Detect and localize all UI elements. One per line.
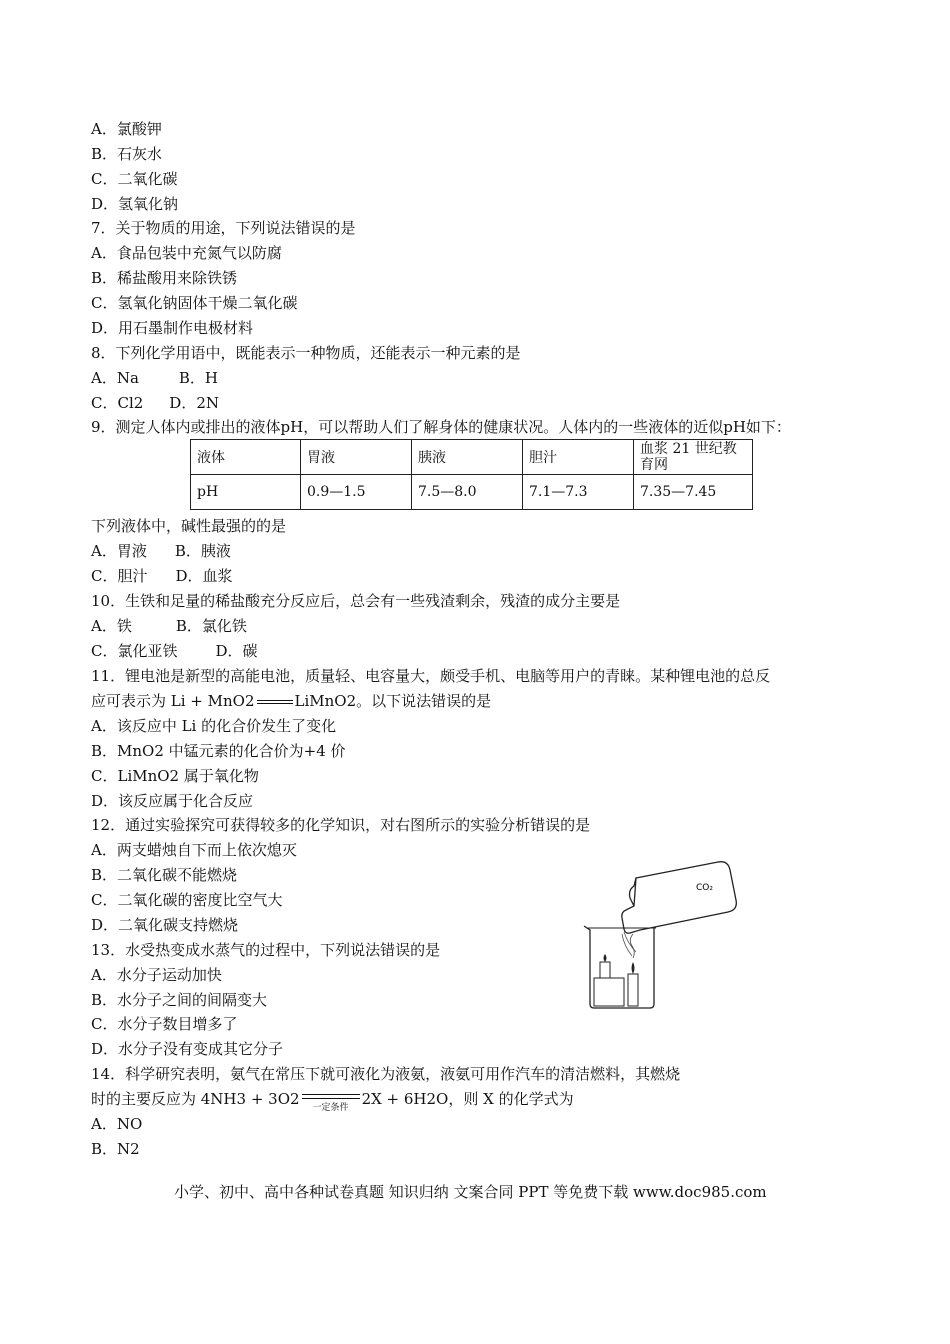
footer: 小学、初中、高中各种试卷真题 知识归纳 文案合同 PPT 等免费下载 www.doc985.com — [174, 1183, 767, 1201]
q11-stem-line1: 11．锂电池是新型的高能电池，质量轻、电容量大，颇受手机、电脑等用户的青睐。某种锂电池的总反 — [91, 667, 771, 685]
table-row — [191, 440, 753, 475]
q10-options-row1 — [91, 616, 247, 636]
q10-option-d: D．碳 — [215, 642, 258, 660]
q13-option-c: C．水分子数目增多了 — [91, 1015, 238, 1033]
q12-option-d: D．二氧化碳支持燃烧 — [91, 916, 239, 934]
table-cell: 0.9—1.5 — [301, 475, 412, 510]
candle-lower-icon — [600, 954, 610, 978]
q9-option-d: D．血浆 — [175, 567, 233, 585]
reaction-condition-sign — [302, 1090, 360, 1113]
table-cell: pH — [191, 475, 301, 510]
q13-option-d: D．水分子没有变成其它分子 — [91, 1040, 284, 1058]
q13-option-a: A．水分子运动加快 — [91, 966, 222, 984]
q12-option-a: A．两支蜡烛自下而上依次熄灭 — [91, 841, 297, 859]
table-cell: 液体 — [191, 440, 301, 475]
q12-stem: 12．通过实验探究可获得较多的化学知识，对右图所示的实验分析错误的是 — [91, 816, 591, 834]
ph-table — [190, 439, 753, 510]
q12-option-b: B．二氧化碳不能燃烧 — [91, 866, 238, 884]
q7-stem: 7．关于物质的用途，下列说法错误的是 — [91, 219, 356, 237]
q10-option-c: C．氯化亚铁 — [91, 642, 178, 660]
q12-option-c: C．二氧化碳的密度比空气大 — [91, 891, 283, 909]
q14-option-a: A．NO — [91, 1115, 143, 1133]
q13-stem: 13．水受热变成水蒸气的过程中，下列说法错误的是 — [91, 941, 441, 959]
q8-option-c: C．Cl2 — [91, 394, 144, 412]
co2-label: CO₂ — [696, 883, 713, 893]
q8-stem: 8．下列化学用语中，既能表示一种物质，还能表示一种元素的是 — [91, 344, 521, 362]
q7-option-d: D．用石墨制作电极材料 — [91, 319, 254, 337]
table-row — [191, 475, 753, 510]
co2-experiment-figure — [578, 858, 738, 1010]
table-cell: 7.1—7.3 — [523, 475, 634, 510]
q8-option-a: A．Na — [91, 369, 139, 387]
q14-option-b: B．N2 — [91, 1140, 140, 1158]
q14-equation-left: 时的主要反应为 4NH3 + 3O2 — [91, 1090, 300, 1108]
q11-option-c: C．LiMnO2 属于氧化物 — [91, 767, 259, 785]
q7-option-b: B．稀盐酸用来除铁锈 — [91, 269, 238, 287]
beaker-icon — [584, 926, 656, 1008]
q9-option-b: B．胰液 — [174, 542, 231, 560]
q6-option-c: C．二氧化碳 — [91, 170, 178, 188]
q10-option-b: B．氯化铁 — [175, 617, 247, 635]
table-cell: 胰液 — [412, 440, 523, 475]
q9-option-c: C．胆汁 — [91, 567, 148, 585]
reaction-condition: 一定条件 — [312, 1103, 349, 1113]
table-cell: 7.35—7.45 — [634, 475, 753, 510]
q9-options-row2 — [91, 566, 233, 586]
q9-option-a: A．胃液 — [91, 542, 147, 560]
q10-stem: 10．生铁和足量的稀盐酸充分反应后，总会有一些残渣剩余，残渣的成分主要是 — [91, 592, 621, 610]
q11-equation-right: LiMnO2。以下说法错误的是 — [294, 692, 492, 710]
q13-option-b: B．水分子之间的间隔变大 — [91, 991, 268, 1009]
equals-sign — [257, 695, 293, 709]
q10-option-a: A．铁 — [91, 617, 132, 635]
q11-stem-line2 — [91, 691, 491, 711]
q6-option-d: D．氢氧化钠 — [91, 195, 179, 213]
q10-options-row2 — [91, 641, 258, 661]
q8-option-b: B．H — [178, 369, 219, 387]
q7-option-a: A．食品包装中充氮气以防腐 — [91, 244, 282, 262]
q11-option-b: B．MnO2 中锰元素的化合价为+4 价 — [91, 742, 346, 760]
q8-option-d: D．2N — [169, 394, 219, 412]
q9-followup: 下列液体中，碱性最强的的是 — [91, 517, 287, 535]
table-cell: 胆汁 — [523, 440, 634, 475]
table-cell: 胃液 — [301, 440, 412, 475]
table-cell: 7.5—8.0 — [412, 475, 523, 510]
q14-stem-line2 — [91, 1089, 574, 1113]
q9-options-row1 — [91, 541, 231, 561]
candle-upper-icon — [628, 934, 638, 1006]
q11-option-d: D．该反应属于化合反应 — [91, 792, 254, 810]
q6-option-b: B．石灰水 — [91, 145, 163, 163]
table-cell: 血浆 21 世纪教育网 — [634, 440, 753, 475]
co2-bottle-icon — [622, 862, 737, 934]
q8-options-row2 — [91, 393, 219, 413]
q11-equation-left: 应可表示为 Li + MnO2 — [91, 692, 255, 710]
q14-equation-right: 2X + 6H2O，则 X 的化学式为 — [361, 1090, 574, 1108]
q11-option-a: A．该反应中 Li 的化合价发生了变化 — [91, 717, 337, 735]
q7-option-c: C．氢氧化钠固体干燥二氧化碳 — [91, 294, 298, 312]
q9-stem: 9．测定人体内或排出的液体pH，可以帮助人们了解身体的健康状况。人体内的一些液体的近似pH如下： — [91, 418, 791, 436]
q6-option-a: A．氯酸钾 — [91, 120, 162, 138]
q14-stem-line1: 14．科学研究表明，氨气在常压下就可液化为液氨，液氨可用作汽车的清洁燃料，其燃烧 — [91, 1065, 681, 1083]
q8-options-row1 — [91, 368, 218, 388]
